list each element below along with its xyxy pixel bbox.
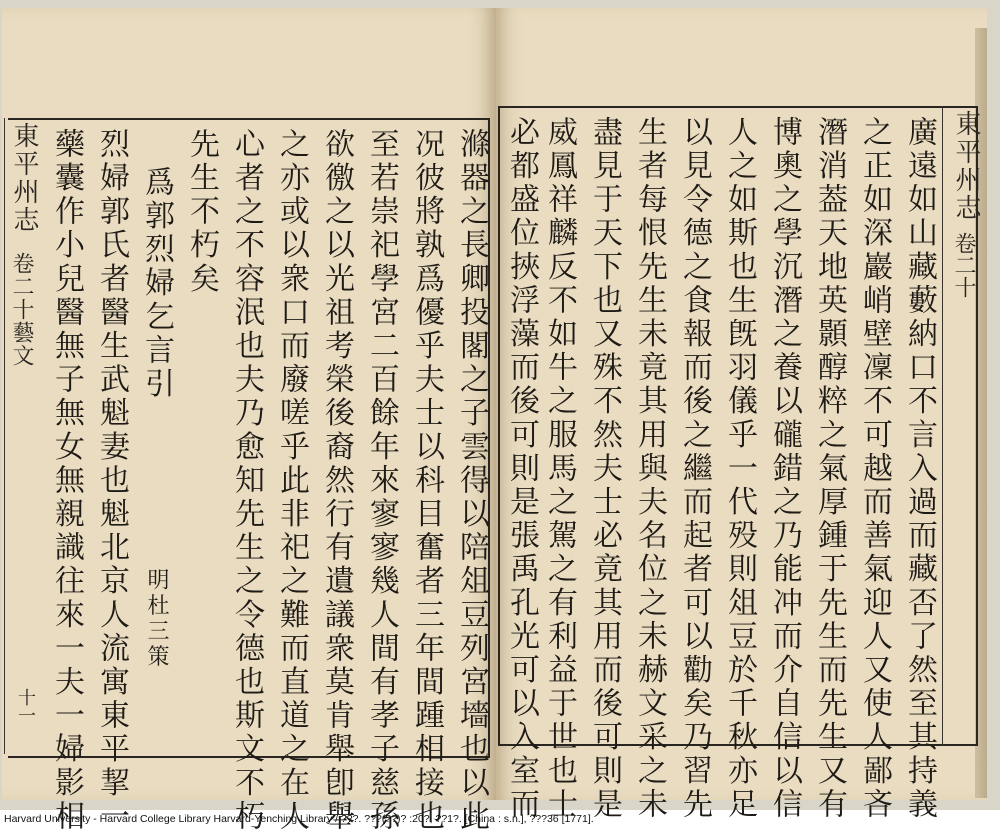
margin-rule: [4, 118, 5, 754]
right-column-5: 人之如斯也生旣羽儀乎一代殁則俎豆於千秋亦足: [722, 116, 757, 822]
text-column-1: 滌器之長卿投閣之子雲得以陪俎豆列宮墻也以此: [454, 128, 489, 834]
right-column-1: 廣遠如山藏藪納口不言入過而藏否了然至其持義: [902, 116, 937, 822]
right-column-6: 以見令德之食報而後之繼而起者可以勸矣乃習先: [677, 116, 712, 822]
right-column-8: 盡見于天下也又殊不然夫士必竟其用而後可則是: [587, 116, 622, 822]
right-margin-rule: [942, 106, 943, 746]
essay-author: 明杜三策: [144, 568, 169, 671]
right-column-7: 生者每恨先生未竟其用與夫名位之未赫文采之未: [632, 116, 667, 822]
left-margin-title: 東平州志: [9, 122, 39, 234]
text-column-5: 之亦或以衆口而廢嗟乎此非祀之難而直道之在人: [274, 128, 309, 834]
right-column-3: 潛消葢天地英顥醇粹之氣厚鍾于先生而先生又有: [812, 116, 847, 822]
text-column-4: 欲徼之以光祖考榮後裔然行有遺議衆莫肯舉卽舉: [319, 128, 354, 834]
left-margin-section: 卷二十藝文: [9, 252, 34, 367]
folio-number: 十一: [15, 688, 36, 724]
essay-title: 爲郭烈婦乞言引: [139, 166, 174, 402]
text-column-3: 至若崇祀學宮二百餘年來寥寥幾人間有孝子慈孫: [364, 128, 399, 834]
text-column-2: 况彼將孰爲優乎夫士以科目奮者三年間踵相接也: [409, 128, 444, 834]
library-caption: Harvard University - Harvard College Library Harvard-Yenching Library / ???. ???(??)? :20?, ??1?. [China : s.n.], ???36 [1771].: [4, 813, 594, 825]
right-column-2: 之正如深巖峭壁凜不可越而善氣迎人又使人鄙吝: [857, 116, 892, 822]
right-margin-volume: 卷二十: [951, 232, 976, 298]
right-column-10: 必都盛位挾浮藻而後可則是張禹孔光可以入室而: [504, 116, 539, 822]
essay-column-1: 烈婦郭氏者醫生武魁妻也魁北京人流寓東平挈一: [94, 128, 129, 834]
right-column-4: 博奧之學沉潛之養以礲錯之乃能冲而介自信以信: [767, 116, 802, 822]
right-margin-title: 東平州志: [951, 110, 981, 222]
text-column-6: 心者之不容泯也夫乃愈知先生之令德也斯文不朽: [229, 128, 264, 834]
text-column-7: 先生不朽矣: [184, 128, 219, 296]
essay-column-2: 藥囊作小兒醫無子無女無親識往來一夫一婦影相: [49, 128, 84, 834]
right-column-9: 威鳳祥麟反不如牛之服馬之駕之有利益于世也士: [542, 116, 577, 822]
